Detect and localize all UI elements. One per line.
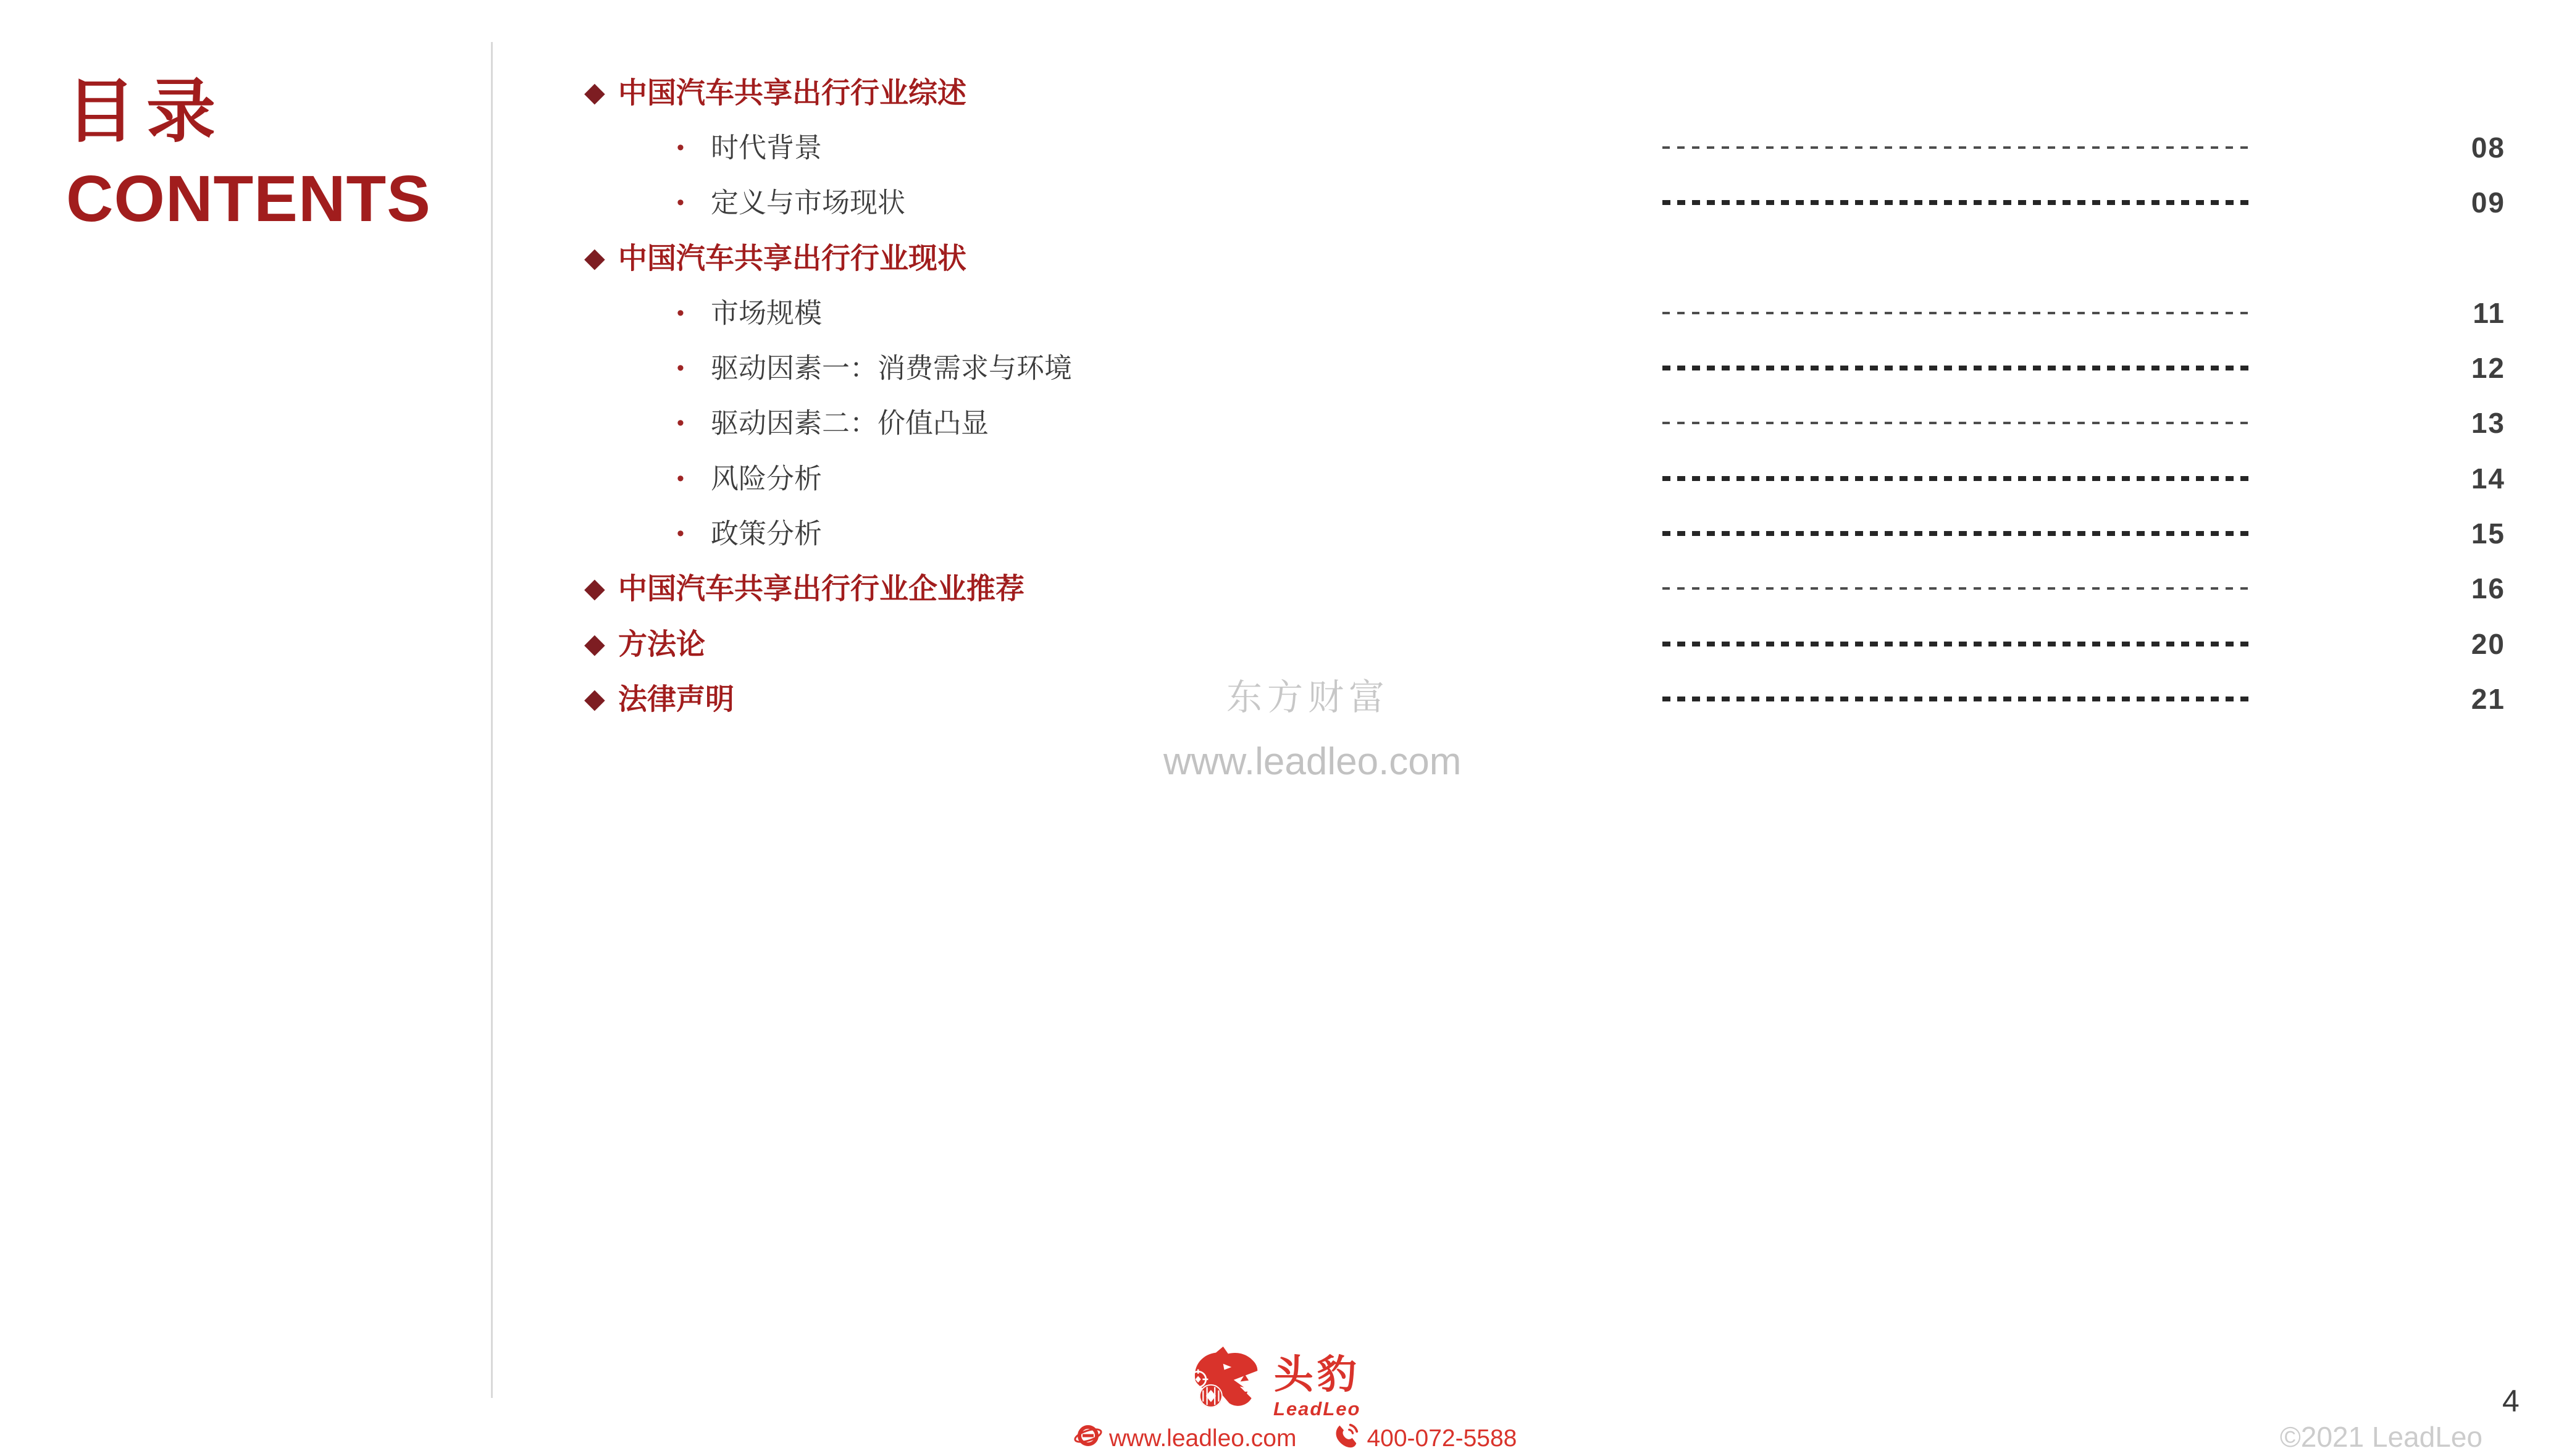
- phone-icon: [1332, 1421, 1360, 1455]
- copyright-text: ©2021 LeadLeo: [2280, 1421, 2483, 1453]
- toc-sub-row[interactable]: [583, 175, 2537, 230]
- diamond-bullet-icon: ◆: [584, 77, 605, 107]
- diamond-bullet-icon: ◆: [584, 628, 605, 659]
- watermark-brand: 东方财富: [1226, 677, 1390, 718]
- leader-line: [1662, 366, 2252, 370]
- toc-page-number: 20: [2471, 627, 2505, 660]
- toc-page-number: 15: [2471, 517, 2505, 550]
- toc-entry-label: 时代背景: [711, 132, 823, 164]
- diamond-bullet-icon: ◆: [584, 683, 605, 714]
- footer-phone: 400-072-5588: [1367, 1425, 1517, 1452]
- leader-line: [1662, 422, 2252, 424]
- dot-bullet-icon: •: [677, 135, 684, 159]
- footer-contact: [1073, 1420, 1517, 1456]
- toc-sub-row[interactable]: [583, 506, 2537, 561]
- toc-entry-label: 市场规模: [711, 297, 823, 329]
- page-title-zh: 目录: [66, 73, 227, 150]
- brand-name-zh: 头豹: [1273, 1352, 1360, 1397]
- toc-entry-label: 方法论: [618, 627, 705, 661]
- leadleo-logo: [1191, 1345, 1360, 1418]
- leader-line: [1662, 146, 2252, 149]
- dot-bullet-icon: •: [677, 356, 684, 380]
- globe-icon: [1073, 1420, 1103, 1456]
- toc-page-number: 21: [2471, 682, 2505, 715]
- toc-entry-label: 驱动因素一：消费需求与环境: [711, 352, 1073, 384]
- slide-page-number: 4: [2502, 1384, 2520, 1418]
- toc-entry-label: 风险分析: [711, 462, 823, 495]
- toc-entry-label: 法律声明: [618, 682, 734, 716]
- toc-page-number: 16: [2471, 572, 2505, 605]
- toc-page-number: 08: [2471, 131, 2505, 164]
- toc-entry-label: 中国汽车共享出行行业企业推荐: [618, 572, 1024, 605]
- leopard-icon: [1191, 1345, 1263, 1412]
- dot-bullet-icon: •: [677, 466, 684, 490]
- toc-entry-label: 定义与市场现状: [711, 186, 906, 219]
- page-title-en: CONTENTS: [66, 162, 431, 236]
- brand-name-en: LeadLeo: [1273, 1398, 1361, 1420]
- toc-page-number: 14: [2471, 462, 2505, 495]
- toc-entry-label: 中国汽车共享出行行业综述: [618, 76, 966, 109]
- toc-page-number: 12: [2471, 352, 2505, 385]
- page-title-block: [66, 73, 431, 236]
- dot-bullet-icon: •: [677, 411, 684, 435]
- toc-section-row[interactable]: [583, 65, 2537, 120]
- brand-text: [1273, 1345, 1360, 1418]
- leader-line: [1662, 587, 2252, 590]
- toc-list: [583, 65, 2537, 727]
- vertical-divider: [491, 42, 493, 1398]
- toc-section-row[interactable]: [583, 561, 2537, 616]
- diamond-bullet-icon: ◆: [584, 573, 605, 604]
- leader-line: [1662, 312, 2252, 314]
- toc-sub-row[interactable]: [583, 340, 2537, 395]
- toc-section-row[interactable]: [583, 616, 2537, 671]
- toc-page-number: 13: [2471, 407, 2505, 440]
- watermark-url: www.leadleo.com: [1163, 740, 1462, 783]
- toc-entry-label: 中国汽车共享出行行业现状: [618, 241, 966, 275]
- toc-page-number: 11: [2473, 296, 2505, 329]
- toc-sub-row[interactable]: [583, 120, 2537, 175]
- toc-section-row[interactable]: [583, 230, 2537, 285]
- dot-bullet-icon: •: [677, 301, 684, 325]
- dot-bullet-icon: •: [677, 191, 684, 215]
- leader-line: [1662, 697, 2252, 701]
- toc-page-number: 09: [2471, 186, 2505, 219]
- toc-sub-row[interactable]: [583, 396, 2537, 451]
- diamond-bullet-icon: ◆: [584, 242, 605, 273]
- toc-sub-row[interactable]: [583, 285, 2537, 340]
- toc-sub-row[interactable]: [583, 451, 2537, 506]
- leader-line: [1662, 642, 2252, 646]
- leader-line: [1662, 476, 2252, 481]
- leader-line: [1662, 531, 2252, 536]
- footer-website-link[interactable]: www.leadleo.com: [1109, 1425, 1297, 1452]
- dot-bullet-icon: •: [677, 522, 684, 546]
- toc-section-row[interactable]: [583, 671, 2537, 726]
- toc-entry-label: 驱动因素二：价值凸显: [711, 407, 989, 439]
- toc-entry-label: 政策分析: [711, 517, 823, 550]
- leader-line: [1662, 200, 2252, 205]
